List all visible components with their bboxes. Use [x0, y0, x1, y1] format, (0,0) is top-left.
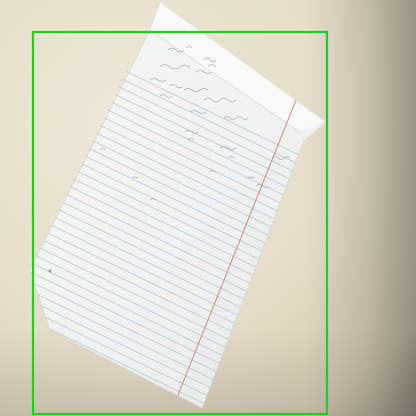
hole-mark [48, 269, 51, 272]
